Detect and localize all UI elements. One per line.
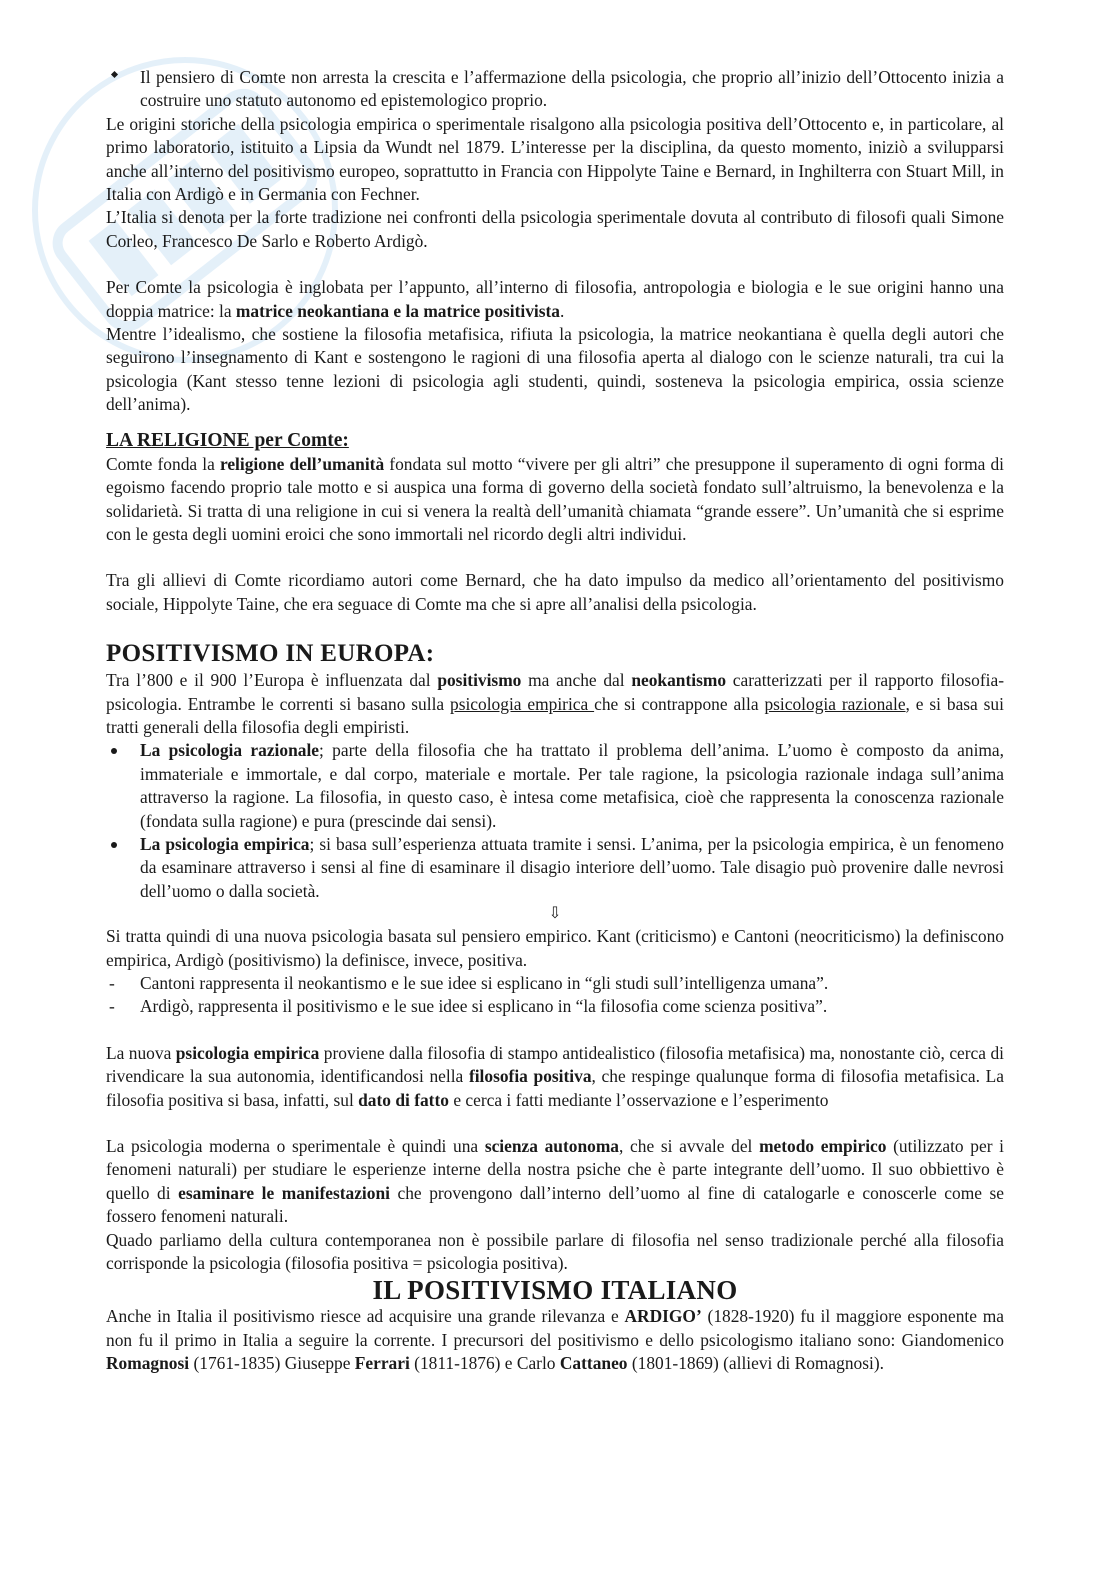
dash-list: [106, 972, 1004, 1019]
list-item: - Ardigò, rappresenta il positivismo e le sue idee si esplicano in “la filosofia come scienza positiva”.: [106, 995, 1004, 1018]
list-item: - Cantoni rappresenta il neokantismo e le sue idee si esplicano in “gli studi sull’intelligenza umana”.: [106, 972, 1004, 995]
paragraph-europe: Tra l’800 e il 900 l’Europa è influenzata dal positivismo ma anche dal neokantismo caratterizzati per il rapporto filosofia-psicologia. Entrambe le correnti si basano sulla psicologia empirica che si contrappone alla psicologia razionale, e si basa sui tratti generali della filosofia degli empiristi.: [106, 670, 1004, 737]
paragraph-students: Tra gli allievi di Comte ricordiamo autori come Bernard, che ha dato impulso da medico all’orientamento del positivismo sociale, Hippolyte Taine, che era seguace di Comte ma che si apre all’analisi della psicologia.: [106, 570, 1004, 614]
list-item: Il pensiero di Comte non arresta la crescita e l’affermazione della psicologia, che proprio all’inizio dell’Ottocento inizia a costruire uno statuto autonomo ed epistemologico proprio.: [140, 67, 1004, 111]
dash-marker: -: [109, 973, 115, 993]
intro-list: [106, 66, 1004, 113]
europe-heading: POSITIVISMO IN EUROPA:: [106, 640, 435, 668]
dash-marker: -: [109, 996, 115, 1017]
paragraph-comte: Per Comte la psicologia è inglobata per l’appunto, all’interno di filosofia, antropologia e biologia e le sue origini hanno una doppia matrice: la matrice neokantiana e la matrice positivista.: [106, 277, 1004, 321]
list-item: La psicologia empirica; si basa sull’esperienza attuata tramite i sensi. L’anima, per la psicologia empirica, è un fenomeno da esaminare attraverso i sensi al fine di esaminare il disagio interiore dell’uomo. Tale disagio può provenire dalle nevrosi dell’uomo o dalla società.: [140, 833, 1004, 901]
paragraph-italian-positivism: Anche in Italia il positivismo riesce ad acquisire una grande rilevanza e ARDIGO’ (1828-1920) fu il maggiore esponente ma non fu il primo in Italia a seguire la corrente. I precursori del positivismo e dello psicologismo italiano sono: Giandomenico Romagnosi (1761-1835) Giuseppe Ferrari (1811-1876) e Carlo Cattaneo (1801-1869) (allievi di Romagnosi).: [106, 1306, 1004, 1374]
psychology-list: [106, 739, 1004, 903]
paragraph-origins: Le origini storiche della psicologia empirica o sperimentale risalgono alla psicologia positiva dell’Ottocento e, in particolare, al primo laboratorio, istituito a Lipsia da Wundt nel 1879. L’interesse per la disciplina, da questo momento, iniziò a svilupparsi anche all’interno del positivismo europeo, soprattutto in Francia con Hippolyte Taine e Bernard, in Inghilterra con Stuart Mill, in Italia con Ardigò e in Germania con Fechner.: [106, 113, 1004, 205]
paragraph-italy: L’Italia si denota per la forte tradizione nei confronti della psicologia sperimentale dovuta al contributo di filosofi quali Simone Corleo, Francesco De Sarlo e Roberto Ardigò.: [106, 207, 1004, 251]
paragraph-new-psychology: Si tratta quindi di una nuova psicologia basata sul pensiero empirico. Kant (criticismo) e Cantoni (neocriticismo) la definiscono empirica, Ardigò (positivismo) la definisce, invece, positiva.: [106, 926, 1004, 970]
italy-heading: IL POSITIVISMO ITALIANO: [372, 1275, 738, 1306]
religion-heading: LA RELIGIONE per Comte:: [106, 429, 349, 451]
paragraph-new-empirical: La nuova psicologia empirica proviene dalla filosofia di stampo antidealistico (filosofia metafisica) ma, nonostante ciò, cerca di rivendicare la sua autonomia, identificandosi nella filosofia positiva, che respinge qualunque forma di filosofia metafisica. La filosofia positiva si basa, infatti, sul dato di fatto e cerca i fatti mediante l’osservazione e l’esperimento: [106, 1042, 1004, 1110]
paragraph-religion: Comte fonda la religione dell’umanità fondata sul motto “vivere per gli altri” che presuppone il superamento di ogni forma di egoismo facendo proprio tale motto e si auspica una forma di governo della società fondato sull’altruismo, la benevolenza e la solidarietà. Si tratta di una religione in cui si venera la realtà dell’umanità chiamata “grande essere”. Un’umanità che si esprime con le gesta degli uomini eroici che sono immortali nel ricordo degli altri individui.: [106, 453, 1005, 544]
down-arrow-icon: ⇩: [548, 905, 562, 923]
paragraph-idealism: Mentre l’idealismo, che sostiene la filosofia metafisica, rifiuta la psicologia, la matrice neokantiana è quella degli autori che seguirono l’insegnamento di Kant e sostengono le ragioni di una filosofia aperta al dialogo con le scienze naturali, tra cui la psicologia (Kant stesso tenne lezioni di psicologia agli studenti, quindi, sosteneva la psicologia empirica, ossia scienze dell’anima).: [106, 324, 1004, 415]
list-item: La psicologia razionale; parte della filosofia che ha trattato il problema dell’anima. L’uomo è composto da anima, immateriale e immortale, e dal corpo, materiale e mortale. Per tale ragione, la psicologia razionale indaga sull’anima attraverso la ragione. La filosofia, in questo caso, è intesa come metafisica, cioè che rappresenta la conoscenza razionale (fondata sulla ragione) e pura (prescinde dai sensi).: [140, 740, 1004, 831]
paragraph-modern: La psicologia moderna o sperimentale è quindi una scienza autonoma, che si avvale del metodo empirico (utilizzato per i fenomeni naturali) per studiare le esperienze interne della nostra psiche che è parte integrante dell’uomo. Il suo obbiettivo è quello di esaminare le manifestazioni che provengono dall’interno dell’uomo al fine di catalogarle e conoscerle come se fossero fenomeni naturali.: [106, 1136, 1005, 1227]
document-body: [106, 66, 1004, 1376]
paragraph-culture: Quado parliamo della cultura contemporanea non è possibile parlare di filosofia nel senso tradizionale perché alla filosofia corrisponde la psicologia (filosofia positiva = psicologia positiva).: [106, 1229, 1004, 1274]
